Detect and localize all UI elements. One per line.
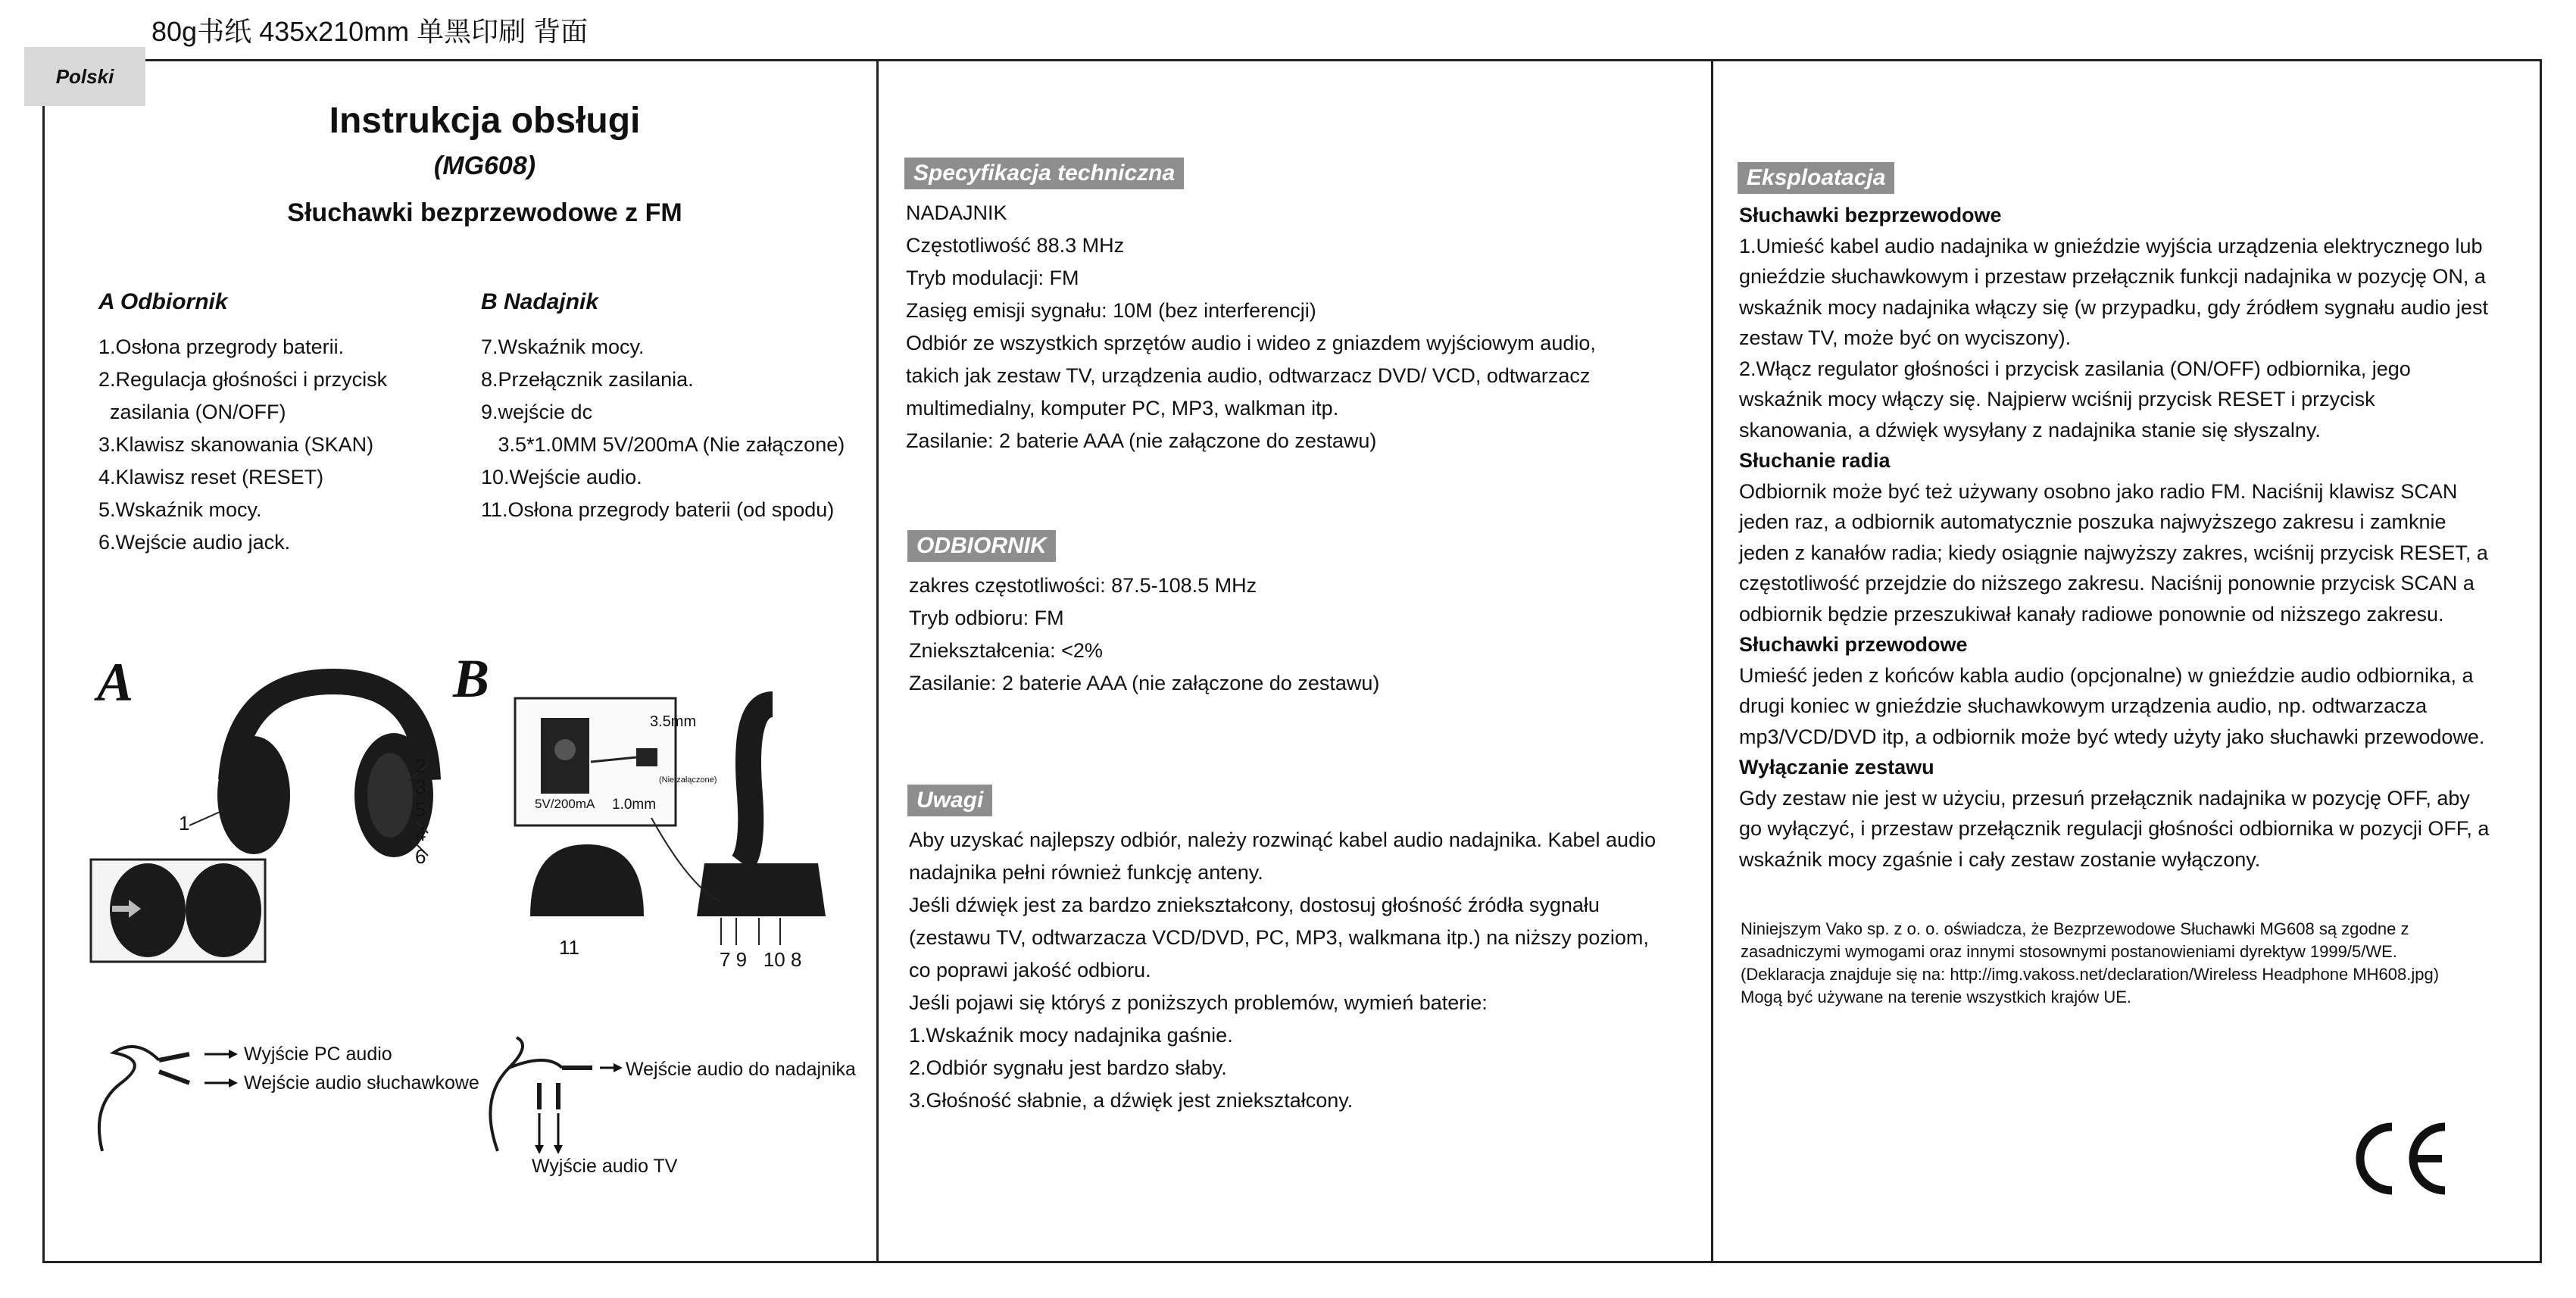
callout-label: 6 [415,845,426,868]
text-line: 3.Głośność słabnie, a dźwięk jest zniekształcony. [909,1089,1354,1112]
transmitter-parts-list [481,331,845,526]
callout-label: 4 [415,822,426,845]
text-line: częstotliwość przejdzie do niższego zakresu. Naciśnij ponownie przycisk SCAN a [1739,572,2475,594]
figure-b-letter: B [453,648,490,709]
text-line: wskaźnik mocy włączy się. Najpierw wciśnij przycisk RESET i przycisk [1739,388,2375,410]
receiver-heading: A Odbiornik [98,289,228,314]
text-line: Tryb odbioru: FM [909,607,1064,629]
callout-label: 5 [415,798,426,821]
text-line: zakres częstotliwości: 87.5-108.5 MHz [909,574,1257,597]
notes-text [909,824,1656,1117]
text-line: Niniejszym Vako sp. z o. o. oświadcza, że Bezprzewodowe Słuchawki MG608 są zgodne z [1741,919,2409,938]
subsection-heading: Wyłączanie zestawu [1739,756,1934,778]
receiver-spec-badge: ODBIORNIK [907,530,1056,562]
plug-size-label: 3.5mm [650,713,697,730]
spec-section-badge: Specyfikacja techniczna [904,158,1184,189]
text-line: drugi koniec w gnieździe słuchawkowym urządzenia audio, np. odtwarzacza [1739,694,2427,717]
text-line: skanowania, a dźwięk wysyłany z nadajnika stanie się słyszalny. [1739,418,2321,442]
list-item: 8.Przełącznik zasilania. [481,368,694,391]
list-item: 10.Wejście audio. [481,466,642,488]
text-line: Mogą być używane na terenie wszystkich krajów UE. [1741,988,2131,1006]
list-item: 5.Wskaźnik mocy. [98,498,262,521]
callout-label: 1 [179,812,190,835]
ce-mark-icon [2348,1121,2454,1197]
print-spec-note: 80g书纸 435x210mm 单黑印刷 背面 [151,16,589,47]
text-line: nadajnika pełni również funkcję anteny. [909,861,1263,884]
text-line: 2.Włącz regulator głośności i przycisk zasilania (ON/OFF) odbiornika, jego [1739,357,2411,380]
receiver-parts-list [98,331,387,559]
model-number: (MG608) [433,151,536,180]
text-line: Zasilanie: 2 baterie AAA (nie załączone do zestawu) [906,429,1377,452]
callout-label: 2 [415,754,426,777]
pc-audio-out-label: Wyjście PC audio [244,1044,392,1065]
list-item: 9.wejście dc [481,401,593,423]
text-line: Jeśli dźwięk jest za bardzo zniekształcony, dostosuj głośność źródła sygnału [909,894,1600,916]
notes-section-badge: Uwagi [907,785,992,816]
text-line: multimedialny, komputer PC, MP3, walkman itp. [906,397,1339,420]
tv-cable-illustration [479,1037,630,1166]
text-line: jeden raz, a odbiornik automatycznie poszuka najwyższego zakresu i zamknie [1739,510,2446,533]
operation-text [1739,200,2489,875]
text-line: Odbiór ze wszystkich sprzętów audio i wideo z gniazdem wyjściowym audio, [906,332,1596,354]
text-line: takich jak zestaw TV, urządzenia audio, odtwarzacz DVD/ VCD, odtwarzacz [906,364,1591,387]
column-divider [1711,61,1713,1261]
text-line: wskaźnik mocy zgaśnie i cały zestaw zostanie wyłączony. [1739,847,2261,871]
column-divider [876,61,879,1261]
text-line: 1.Umieść kabel audio nadajnika w gnieździe wyjścia urządzenia elektrycznego lub [1739,234,2483,257]
power-rating-label: 5V/200mA [535,797,595,811]
text-line: Częstotliwość 88.3 MHz [906,234,1125,257]
text-line: (Deklaracja znajduje się na: http://img.vakoss.net/declaration/Wireless Headphone MH608.jpg) [1741,965,2440,984]
text-line: Jeśli pojawi się któryś z poniższych problemów, wymień baterie: [909,991,1488,1014]
text-line: Zasilanie: 2 baterie AAA (nie załączone do zestawu) [909,672,1380,694]
transmitter-spec-text [906,197,1596,457]
text-line: Odbiornik może być też używany osobno jako radio FM. Naciśnij klawisz SCAN [1739,479,2458,503]
list-item: 1.Osłona przegrody baterii. [98,335,345,358]
text-line: Zniekształcenia: <2% [909,639,1103,662]
text-line: zasadniczymi wymogami oraz innymi stosownymi postanowieniami dyrektyw 1999/5/WE. [1741,942,2397,961]
text-line: co poprawi jakość odbioru. [909,959,1151,981]
text-line: jeden z kanałów radia; kiedy osiągnie najwyższy zakres, wciśnij przycisk RESET, a [1739,541,2488,564]
tv-audio-out-label: Wyjście audio TV [532,1156,678,1177]
subsection-heading: Słuchawki przewodowe [1739,633,1968,656]
operation-section-badge: Eksploatacja [1738,162,1894,194]
manual-title: Instrukcja obsługi [329,101,641,141]
transmitter-audio-in-label: Wejście audio do nadajnika [626,1059,856,1080]
text-line: Umieść jeden z końców kabla audio (opcjonalne) w gnieździe audio odbiornika, a [1739,663,2474,687]
list-item: 11.Osłona przegrody baterii (od spodu) [481,498,835,521]
text-line: mp3/VCD/DVD itp, a odbiornik może być wtedy użyty jako słuchawki przewodowe. [1739,725,2485,748]
declaration-text [1741,918,2439,1009]
headphones-illustration [76,666,439,969]
callout-label: 3 [415,775,426,798]
headphone-audio-in-label: Wejście audio słuchawkowe [244,1072,479,1094]
list-item: 6.Wejście audio jack. [98,531,291,554]
text-line: odbiornik będzie przeszukiwał kanały radiowe ponownie od niższego zakresu. [1739,602,2444,626]
not-included-label: (Nie załączone) [659,775,717,785]
port-callouts: 7 9 10 8 [720,948,802,971]
list-item: 4.Klawisz reset (RESET) [98,466,324,488]
pc-cable-illustration [91,1037,242,1159]
text-line: Aby uzyskać najlepszy odbiór, należy rozwinąć kabel audio nadajnika. Kabel audio [909,828,1656,851]
list-item: 3.5*1.0MM 5V/200mA (Nie załączone) [481,433,845,456]
list-item: zasilania (ON/OFF) [98,401,286,423]
list-item: 2.Regulacja głośności i przycisk [98,368,388,391]
text-line: NADAJNIK [906,201,1007,224]
text-line: go wyłączyć, i przestaw przełącznik regulacji głośności odbiornika w pozycji OFF, a [1739,817,2490,840]
list-item: 7.Wskaźnik mocy. [481,335,645,358]
product-subtitle: Słuchawki bezprzewodowe z FM [287,198,682,227]
language-tab: Polski [24,47,145,106]
receiver-spec-text [909,569,1379,700]
plug-pin-label: 1.0mm [612,797,657,813]
text-line: (zestawu TV, odtwarzacza VCD/DVD, PC, MP3, walkmana itp.) na niższy poziom, [909,926,1649,949]
text-line: gnieździe słuchawkowym i przestaw przełącznik funkcji nadajnika w pozycję ON, a [1739,265,2486,288]
text-line: Tryb modulacji: FM [906,267,1079,289]
transmitter-heading: B Nadajnik [481,289,599,314]
subsection-heading: Słuchanie radia [1739,449,1891,472]
text-line: 2.Odbiór sygnału jest bardzo słaby. [909,1056,1227,1079]
text-line: Gdy zestaw nie jest w użyciu, przesuń przełącznik nadajnika w pozycję OFF, aby [1739,786,2470,810]
text-line: 1.Wskaźnik mocy nadajnika gaśnie. [909,1024,1233,1047]
text-line: zestaw TV, może być on wyciszony). [1739,326,2072,349]
list-item: 3.Klawisz skanowania (SKAN) [98,433,374,456]
subsection-heading: Słuchawki bezprzewodowe [1739,204,2002,226]
figure-a-letter: A [97,652,134,713]
text-line: Zasięg emisji sygnału: 10M (bez interferencji) [906,299,1316,322]
base-callout: 11 [559,936,579,959]
text-line: wskaźnik mocy nadajnika włączy się (w przypadku, gdy źródłem sygnału audio jest [1739,295,2488,319]
